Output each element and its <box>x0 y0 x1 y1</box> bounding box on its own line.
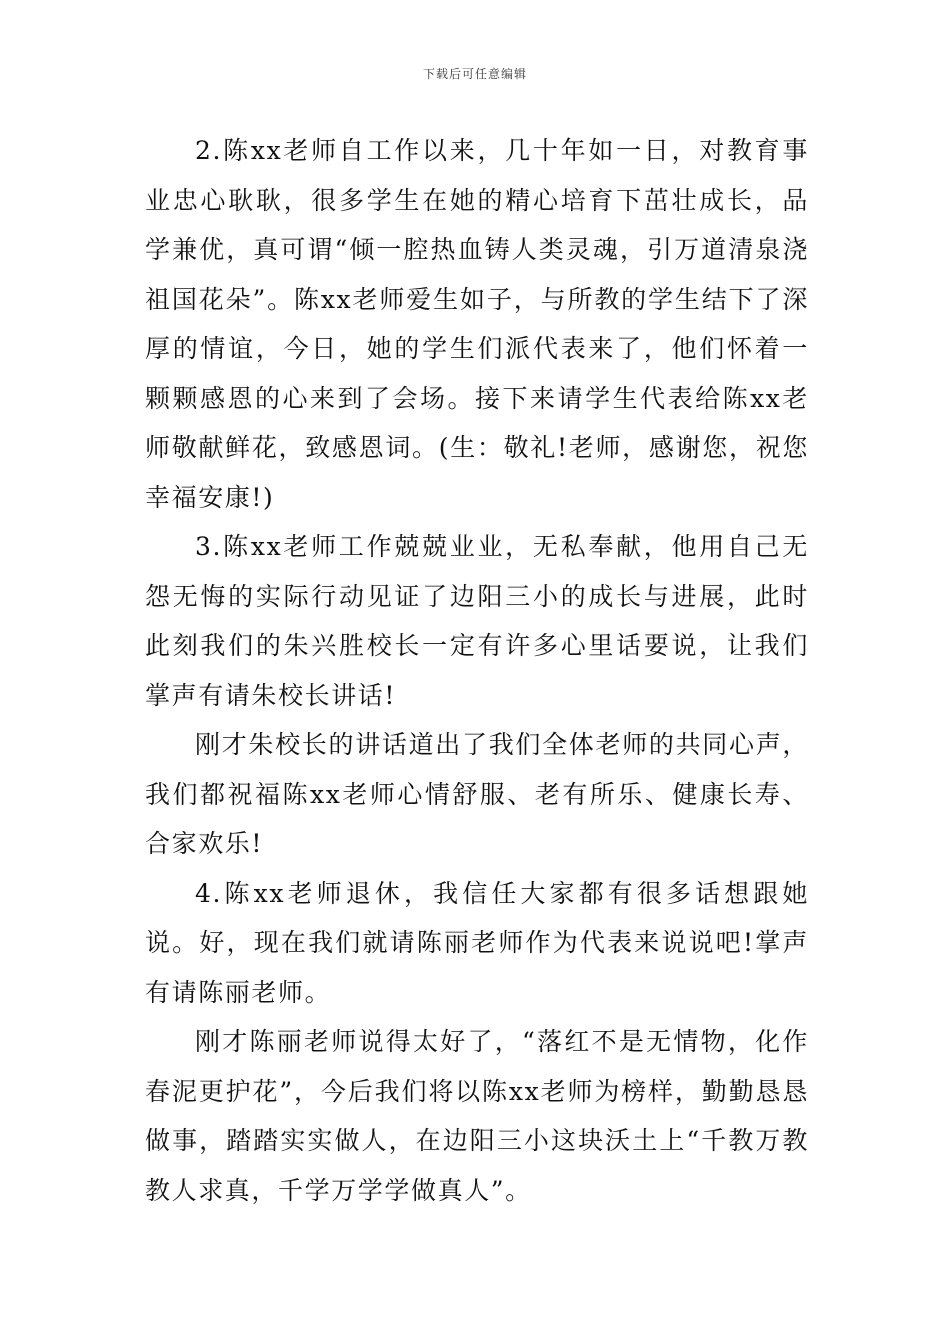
paragraph-2: 3.陈xx老师工作兢兢业业，无私奉献，他用自己无怨无悔的实际行动见证了边阳三小的成长与进展，此时此刻我们的朱兴胜校长一定有许多心里话要说，让我们掌声有请朱校长讲话! <box>145 532 809 710</box>
paragraph-4: 4.陈xx老师退休，我信任大家都有很多话想跟她说。好，现在我们就请陈丽老师作为代表来说说吧!掌声有请陈丽老师。 <box>145 878 809 1007</box>
paragraph-1: 2.陈xx老师自工作以来，几十年如一日，对教育事业忠心耿耿，很多学生在她的精心培育下茁壮成长，品学兼优，真可谓“倾一腔热血铸人类灵魂，引万道清泉浇祖国花朵”。陈xx老师爱生如子，与所教的学生结下了深厚的情谊，今日，她的学生们派代表来了，他们怀着一颗颗感恩的心来到了会场。接下来请学生代表给陈xx老师敬献鲜花，致感恩词。(生：敬礼!老师，感谢您，祝您幸福安康!) <box>145 136 809 512</box>
page-header: 下载后可任意编辑 <box>422 67 527 81</box>
paragraph-3: 刚才朱校长的讲话道出了我们全体老师的共同心声，我们都祝福陈xx老师心情舒服、老有所乐、健康长寿、合家欢乐! <box>145 730 809 858</box>
paragraph-5: 刚才陈丽老师说得太好了，“落红不是无情物，化作春泥更护花”，今后我们将以陈xx老师为榜样，勤勤恳恳做事，踏踏实实做人，在边阳三小这块沃土上“千教万教教人求真，千学万学学做真人”。 <box>145 1027 809 1205</box>
document-body <box>145 126 809 1215</box>
